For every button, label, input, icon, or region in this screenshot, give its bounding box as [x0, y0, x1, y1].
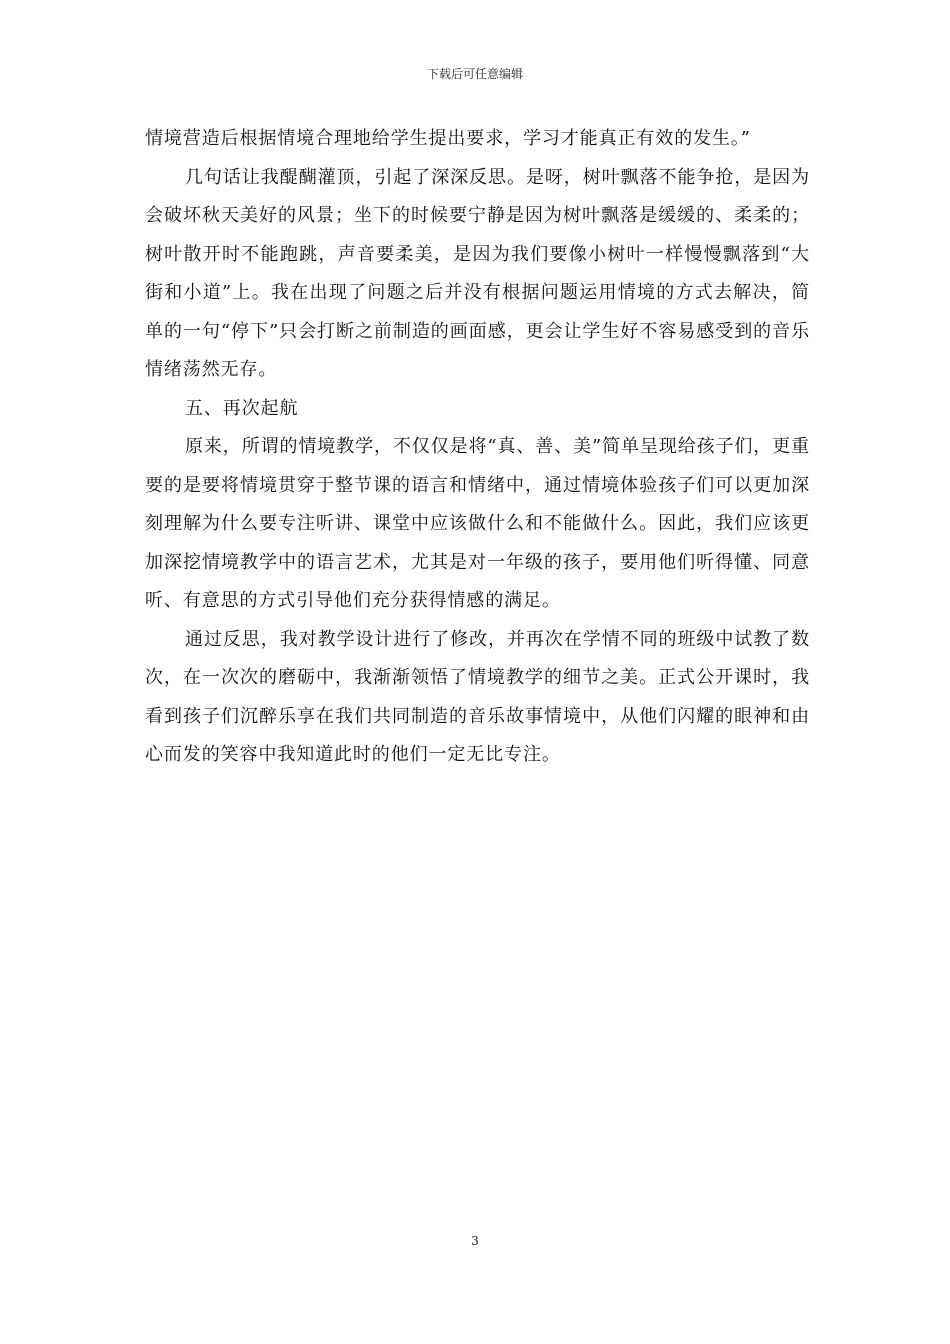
page-number: 3 [471, 1234, 479, 1248]
paragraph-reflection: 几句话让我醍醐灌顶，引起了深深反思。是呀，树叶飘落不能争抢，是因为会破坏秋天美好的风景；坐下的时候要宁静是因为树叶飘落是缓缓的、柔柔的；树叶散开时不能跑跳，声音要柔美，是因为我们要像小树叶一样慢慢飘落到“大街和小道”上。我在出现了问题之后并没有根据问题运用情境的方式去解决，简单的一句“停下”只会打断之前制造的画面感，更会让学生好不容易感受到的音乐情绪荡然无存。 [145, 166, 810, 380]
section-heading: 五、再次起航 [185, 397, 299, 419]
header-note: 下载后可任意编辑 [426, 67, 523, 81]
paragraph-conclusion: 通过反思，我对教学设计进行了修改，并再次在学情不同的班级中试教了数次，在一次次的磨砺中，我渐渐领悟了情境教学的细节之美。正式公开课时，我看到孩子们沉醉乐享在我们共同制造的音乐故事情境中，从他们闪耀的眼神和由心而发的笑容中我知道此时的他们一定无比专注。 [145, 628, 810, 765]
document-body [145, 120, 810, 775]
paragraph-continuation: 情境营造后根据情境合理地给学生提出要求，学习才能真正有效的发生。” [145, 128, 751, 149]
paragraph-situational-teaching: 原来，所谓的情境教学，不仅仅是将“真、善、美”简单呈现给孩子们，更重要的是要将情境贯穿于整节课的语言和情绪中，通过情境体验孩子们可以更加深刻理解为什么要专注听讲、课堂中应该做什么和不能做什么。因此，我们应该更加深挖情境教学中的语言艺术，尤其是对一年级的孩子，要用他们听得懂、同意听、有意思的方式引导他们充分获得情感的满足。 [145, 436, 811, 611]
